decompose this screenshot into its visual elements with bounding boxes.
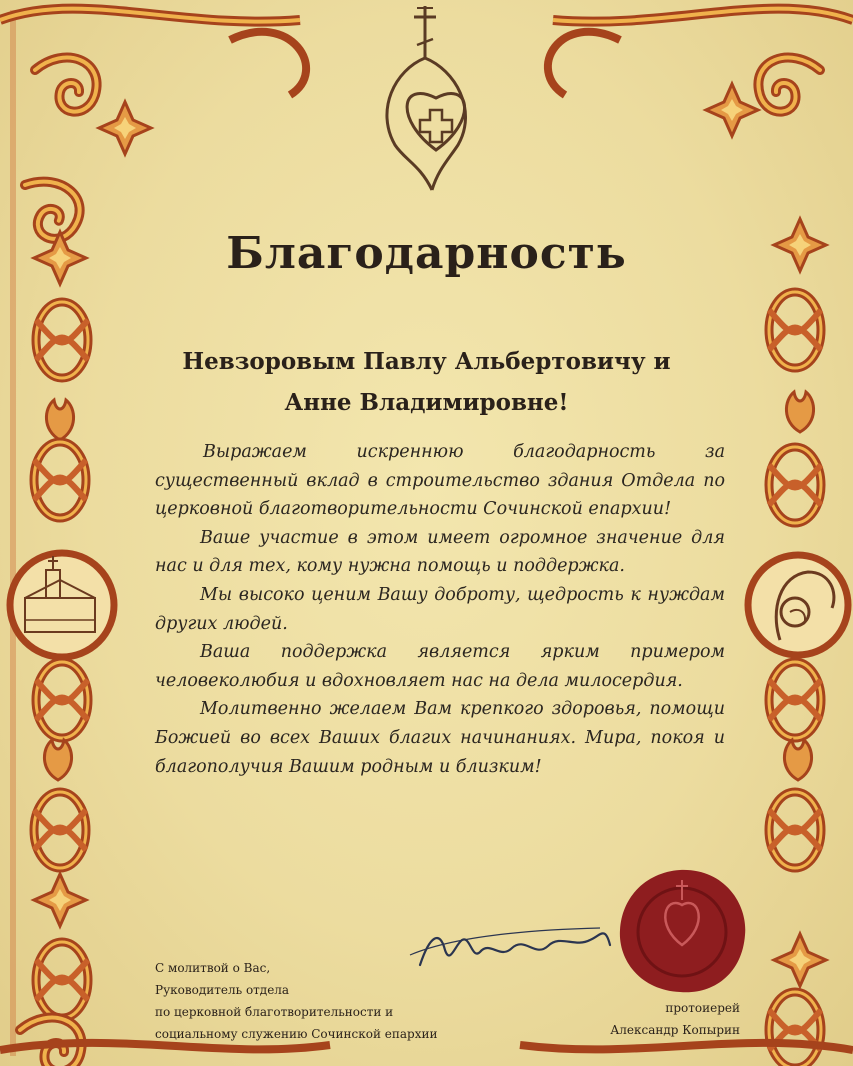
signatory-name-block — [560, 997, 740, 1041]
footer-left-line-3: по церковной благотворительности и — [155, 1005, 394, 1019]
footer-left-line-2: Руководитель отдела — [155, 983, 290, 997]
signatory-department — [155, 957, 438, 1045]
recipient-line-2: Анне Владимировне! — [284, 389, 569, 416]
document-title: Благодарность — [226, 228, 627, 279]
wax-seal-icon — [620, 870, 745, 992]
body-paragraph-5: Молитвенно желаем Вам крепкого здоровья, помощи Божией во всех Ваших благих начинаниях. Мира, покоя и благополучия Вашим родным и близким! — [155, 699, 725, 777]
recipient-line-1: Невзоровым Павлу Альбертовичу и — [182, 348, 671, 375]
letter-body — [155, 438, 725, 781]
mother-child-medallion-icon — [748, 555, 848, 655]
body-paragraph-3: Мы высоко ценим Вашу доброту, щедрость к нуждам других людей. — [155, 584, 725, 634]
signatory-name: Александр Копырин — [610, 1023, 740, 1037]
church-medallion-icon — [10, 553, 114, 657]
cross-heart-logo-icon — [387, 6, 466, 190]
footer-left-line-4: социальному служению Сочинской епархии — [155, 1027, 438, 1041]
signatory-title: протоиерей — [665, 1001, 740, 1015]
signature-icon — [410, 928, 610, 965]
body-paragraph-4: Ваша поддержка является ярким примером человеколюбия и вдохновляет нас на дела милосердия. — [155, 642, 725, 691]
body-paragraph-1: Выражаем искреннюю благодарность за существенный вклад в строительство здания Отдела по церковной благотворительности Сочинской епархии! — [155, 442, 725, 520]
footer-left-line-1: С молитвой о Вас, — [155, 961, 271, 975]
body-paragraph-2: Ваше участие в этом имеет огромное значение для нас и для тех, кому нужна помощь и поддержка. — [155, 527, 725, 577]
